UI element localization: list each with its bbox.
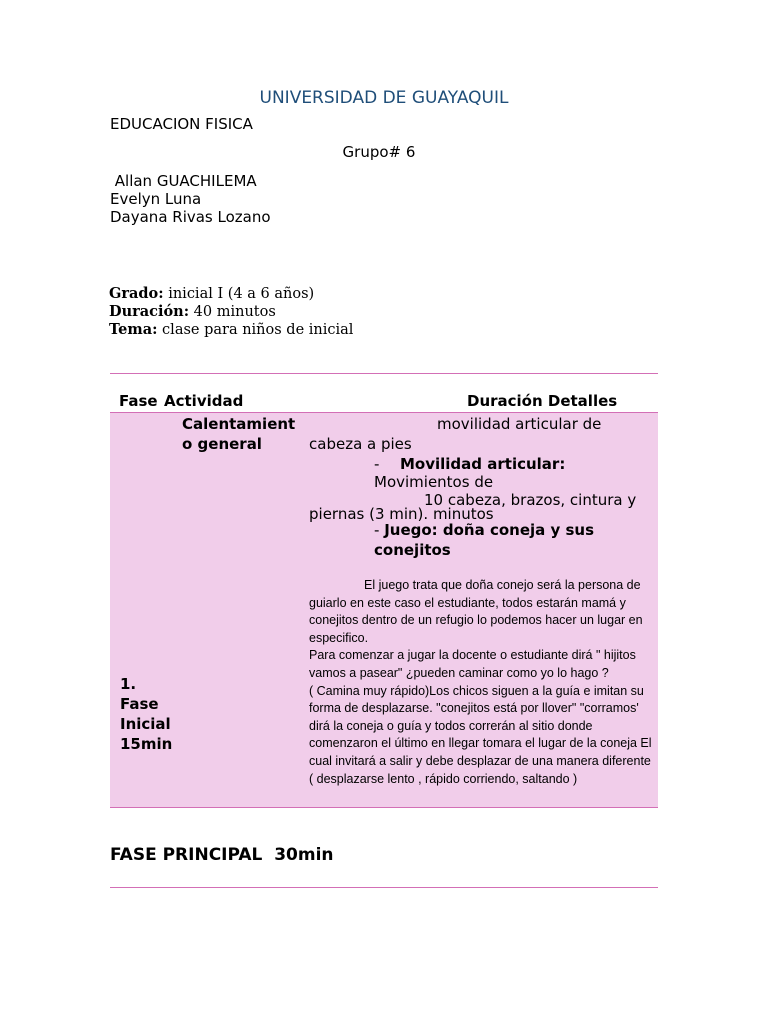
topic-label: Tema: — [109, 321, 158, 338]
detail-intro: cabeza a pies — [309, 435, 412, 453]
class-meta — [109, 285, 353, 339]
header-duracion-detalles: Duración Detalles — [467, 392, 618, 410]
member-list — [110, 172, 271, 226]
bullet-dash: - — [374, 455, 380, 473]
member-name: Evelyn Luna — [110, 190, 202, 208]
juego-label: Juego: doña coneja y sus — [384, 521, 595, 539]
duration-line — [109, 303, 353, 321]
movilidad-label: Movilidad articular: — [400, 455, 566, 473]
table-bottom-rule — [110, 807, 658, 808]
activity-text: Calentamient — [182, 415, 296, 433]
duration-label: Duración: — [109, 303, 190, 320]
duration-value: 40 minutos — [189, 304, 276, 320]
section-rule — [110, 887, 658, 888]
grade-line — [109, 285, 353, 303]
member-name: Allan GUACHILEMA — [110, 172, 257, 190]
member-name: Dayana Rivas Lozano — [110, 208, 271, 226]
description-paragraph: ( Camina muy rápido)Los chicos siguen a la guía e imitan su forma de desplazarse. "conejitos está por llover" "corramos' dirá la coneja o guía y todos correrán al sitio donde comenzaron el último en llegar tomara el lugar de la coneja El cual invitará a salir y debe desplazar de una manera diferente ( desplazarse lento , rápido corriendo, saltando ) — [309, 683, 652, 786]
phase-text: Fase — [120, 695, 159, 713]
description-paragraph: Para comenzar a jugar la docente o estudiante dirá " hijitos vamos a pasear" ¿pueden caminar como yo lo hago ? — [309, 648, 636, 680]
bullet-dash: - — [374, 521, 385, 539]
header-fase: Fase — [119, 392, 158, 410]
movilidad-text: 10 cabeza, brazos, cintura y — [424, 491, 637, 509]
subject-label: EDUCACION FISICA — [110, 115, 253, 133]
detail-intro: movilidad articular de — [437, 415, 602, 433]
grade-value: inicial I (4 a 6 años) — [163, 286, 315, 302]
activity-text: o general — [182, 435, 262, 453]
movilidad-text: Movimientos de — [374, 473, 494, 491]
table-top-rule — [110, 373, 658, 374]
header-actividad: Actividad — [164, 392, 244, 410]
topic-line — [109, 321, 353, 339]
phase-text: 15min — [120, 735, 173, 753]
game-description — [309, 577, 654, 788]
grade-label: Grado: — [109, 285, 164, 302]
phase-cell — [120, 674, 172, 754]
phase-text: Inicial — [120, 715, 171, 733]
movilidad-text: piernas (3 min). minutos — [309, 505, 494, 523]
phase-text: 1. — [120, 675, 137, 693]
section-title: FASE PRINCIPAL 30min — [110, 845, 334, 865]
university-title: UNIVERSIDAD DE GUAYAQUIL — [259, 88, 509, 108]
topic-value: clase para niños de inicial — [157, 322, 354, 338]
juego-label: conejitos — [374, 541, 451, 559]
description-paragraph: El juego trata que doña conejo será la persona de guiarlo en este caso el estudiante, todos estarán mamá y conejitos dentro de un refugio lo podemos hacer un lugar en especifico. — [309, 578, 643, 645]
group-label: Grupo# 6 — [342, 143, 416, 161]
juego-line — [374, 521, 594, 539]
activity-cell — [182, 414, 295, 454]
